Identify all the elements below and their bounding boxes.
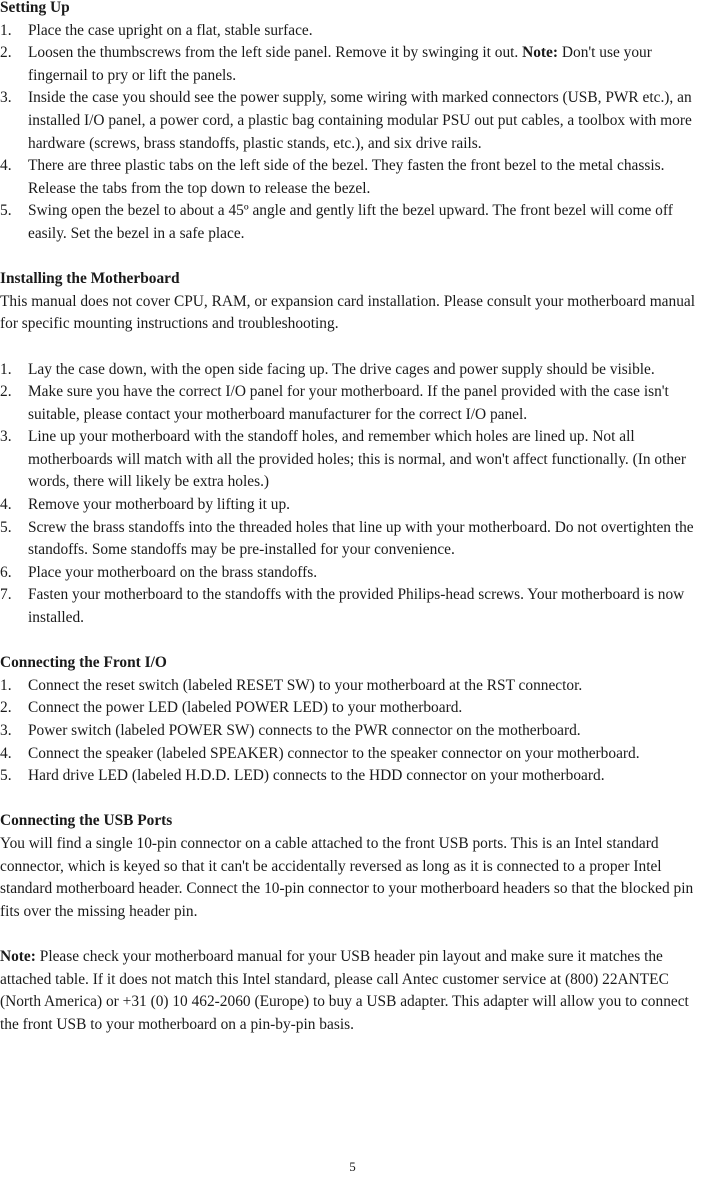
item-text: Power switch (labeled POWER SW) connects to the PWR connector on the motherboard. <box>28 722 581 739</box>
item-number: 3. <box>0 428 12 446</box>
item-number: 4. <box>0 157 12 175</box>
item-number: 5. <box>0 767 12 785</box>
item-number: 4. <box>0 744 12 762</box>
list-item <box>0 200 705 245</box>
list-item <box>0 584 705 629</box>
item-text: Make sure you have the correct I/O panel for your motherboard. If the panel provided with the case isn't suitable, please contact your motherboard manufacturer for the correct I/O panel. <box>28 383 669 423</box>
item-text: Remove your motherboard by lifting it up. <box>28 496 291 514</box>
motherboard-list <box>0 359 705 630</box>
item-text: There are three plastic tabs on the left side of the bezel. They fasten the front bezel to the metal chassis. Release the tabs from the top down to release the bezel. <box>28 157 665 197</box>
item-number: 5. <box>0 202 12 220</box>
spacer <box>0 788 705 811</box>
front-io-section <box>0 652 705 788</box>
item-text: Swing open the bezel to about a 45º angle and gently lift the bezel upward. The front bezel will come off easily. Set the bezel in a safe place. <box>28 202 673 242</box>
item-text: Connect the power LED (labeled POWER LED) to your motherboard. <box>28 699 463 717</box>
intro-paragraph: This manual does not cover CPU, RAM, or expansion card installation. Please consult your motherboard manual for specific mounting instructions and troubleshooting. <box>0 292 696 333</box>
item-number: 5. <box>0 518 12 536</box>
item-number: 6. <box>0 563 12 581</box>
item-number: 2. <box>0 383 12 401</box>
item-number: 1. <box>0 676 12 694</box>
item-number: 1. <box>0 360 12 378</box>
section-heading: Setting Up <box>0 0 70 16</box>
note-paragraph <box>0 946 705 1036</box>
list-item <box>0 720 705 743</box>
item-number: 3. <box>0 722 12 739</box>
list-item <box>0 743 705 766</box>
item-text: Connect the speaker (labeled SPEAKER) connector to the speaker connector on your motherboard. <box>28 744 640 762</box>
list-item <box>0 20 705 43</box>
setting-up-section <box>0 0 705 246</box>
usb-section <box>0 810 705 1036</box>
list-item <box>0 697 705 720</box>
motherboard-section <box>0 268 705 630</box>
list-item <box>0 42 705 87</box>
item-number: 2. <box>0 44 12 62</box>
item-text: Place your motherboard on the brass standoffs. <box>28 563 318 581</box>
item-text: Connect the reset switch (labeled RESET SW) to your motherboard at the RST connector. <box>28 676 583 694</box>
item-text: Lay the case down, with the open side facing up. The drive cages and power supply should be visible. <box>28 360 655 378</box>
item-text: Line up your motherboard with the standoff holes, and remember which holes are lined up. Not all motherboards will match with all the provided holes; this is normal, and won't affect functionally. (In other words, there will likely be extra holes.) <box>28 428 687 491</box>
item-text: Don't use your fingernail to pry or lift the panels. <box>28 44 652 84</box>
section-heading: Connecting the Front I/O <box>0 654 167 672</box>
note-text: Please check your motherboard manual for your USB header pin layout and make sure it matches the attached table. If it does not match this Intel standard, please call Antec customer service at (800) 22ANTEC (North America) or +31 (0) 10 462-2060 (Europe) to buy a USB adapter. This adapter will allow you to connect the front USB to your motherboard on a pin-by-pin basis. <box>0 947 689 1033</box>
list-item <box>0 381 705 426</box>
list-item <box>0 155 705 200</box>
item-text: Inside the case you should see the power supply, some wiring with marked connectors (USB, PWR etc.), an installed I/O panel, a power cord, a plastic bag containing modular PSU out put cables, a toolbox with more hardware (screws, brass standoffs, plastic stands, etc.), and six drive rails. <box>28 89 692 152</box>
list-item <box>0 765 705 788</box>
list-item <box>0 87 705 155</box>
note-label: Note: <box>522 44 559 62</box>
page-number: 5 <box>349 1159 356 1174</box>
setting-up-list <box>0 20 705 246</box>
item-number: 1. <box>0 21 12 39</box>
item-number: 3. <box>0 89 12 107</box>
item-text: Loosen the thumbscrews from the left side panel. Remove it by swinging it out. <box>28 44 523 62</box>
spacer <box>0 630 705 653</box>
usb-paragraph: You will find a single 10-pin connector on a cable attached to the front USB ports. This is an Intel standard connector, which is keyed so that it can't be accidentally reversed as long as it is connected to a proper Intel standard motherboard header. Connect the 10-pin connector to your motherboard headers so that the blocked pin fits over the missing header pin. <box>0 834 694 920</box>
item-number: 2. <box>0 699 12 717</box>
item-number: 4. <box>0 496 12 514</box>
list-item <box>0 562 705 585</box>
list-item <box>0 426 705 494</box>
spacer <box>0 336 705 359</box>
item-text: Place the case upright on a flat, stable surface. <box>28 21 313 39</box>
list-item <box>0 494 705 517</box>
section-heading: Connecting the USB Ports <box>0 812 173 830</box>
front-io-list <box>0 675 705 788</box>
list-item <box>0 675 705 698</box>
item-text: Fasten your motherboard to the standoffs with the provided Philips-head screws. Your motherboard is now installed. <box>28 586 685 627</box>
spacer <box>0 246 705 269</box>
item-number: 7. <box>0 586 12 604</box>
list-item <box>0 359 705 382</box>
note-label: Note: <box>0 947 36 965</box>
list-item <box>0 517 705 562</box>
spacer <box>0 923 705 946</box>
section-heading: Installing the Motherboard <box>0 270 180 288</box>
item-text: Screw the brass standoffs into the threaded holes that line up with your motherboard. Do not overtighten the standoffs. Some standoffs may be pre-installed for your convenience. <box>28 518 694 559</box>
item-text: Hard drive LED (labeled H.D.D. LED) connects to the HDD connector on your motherboard. <box>28 767 605 785</box>
